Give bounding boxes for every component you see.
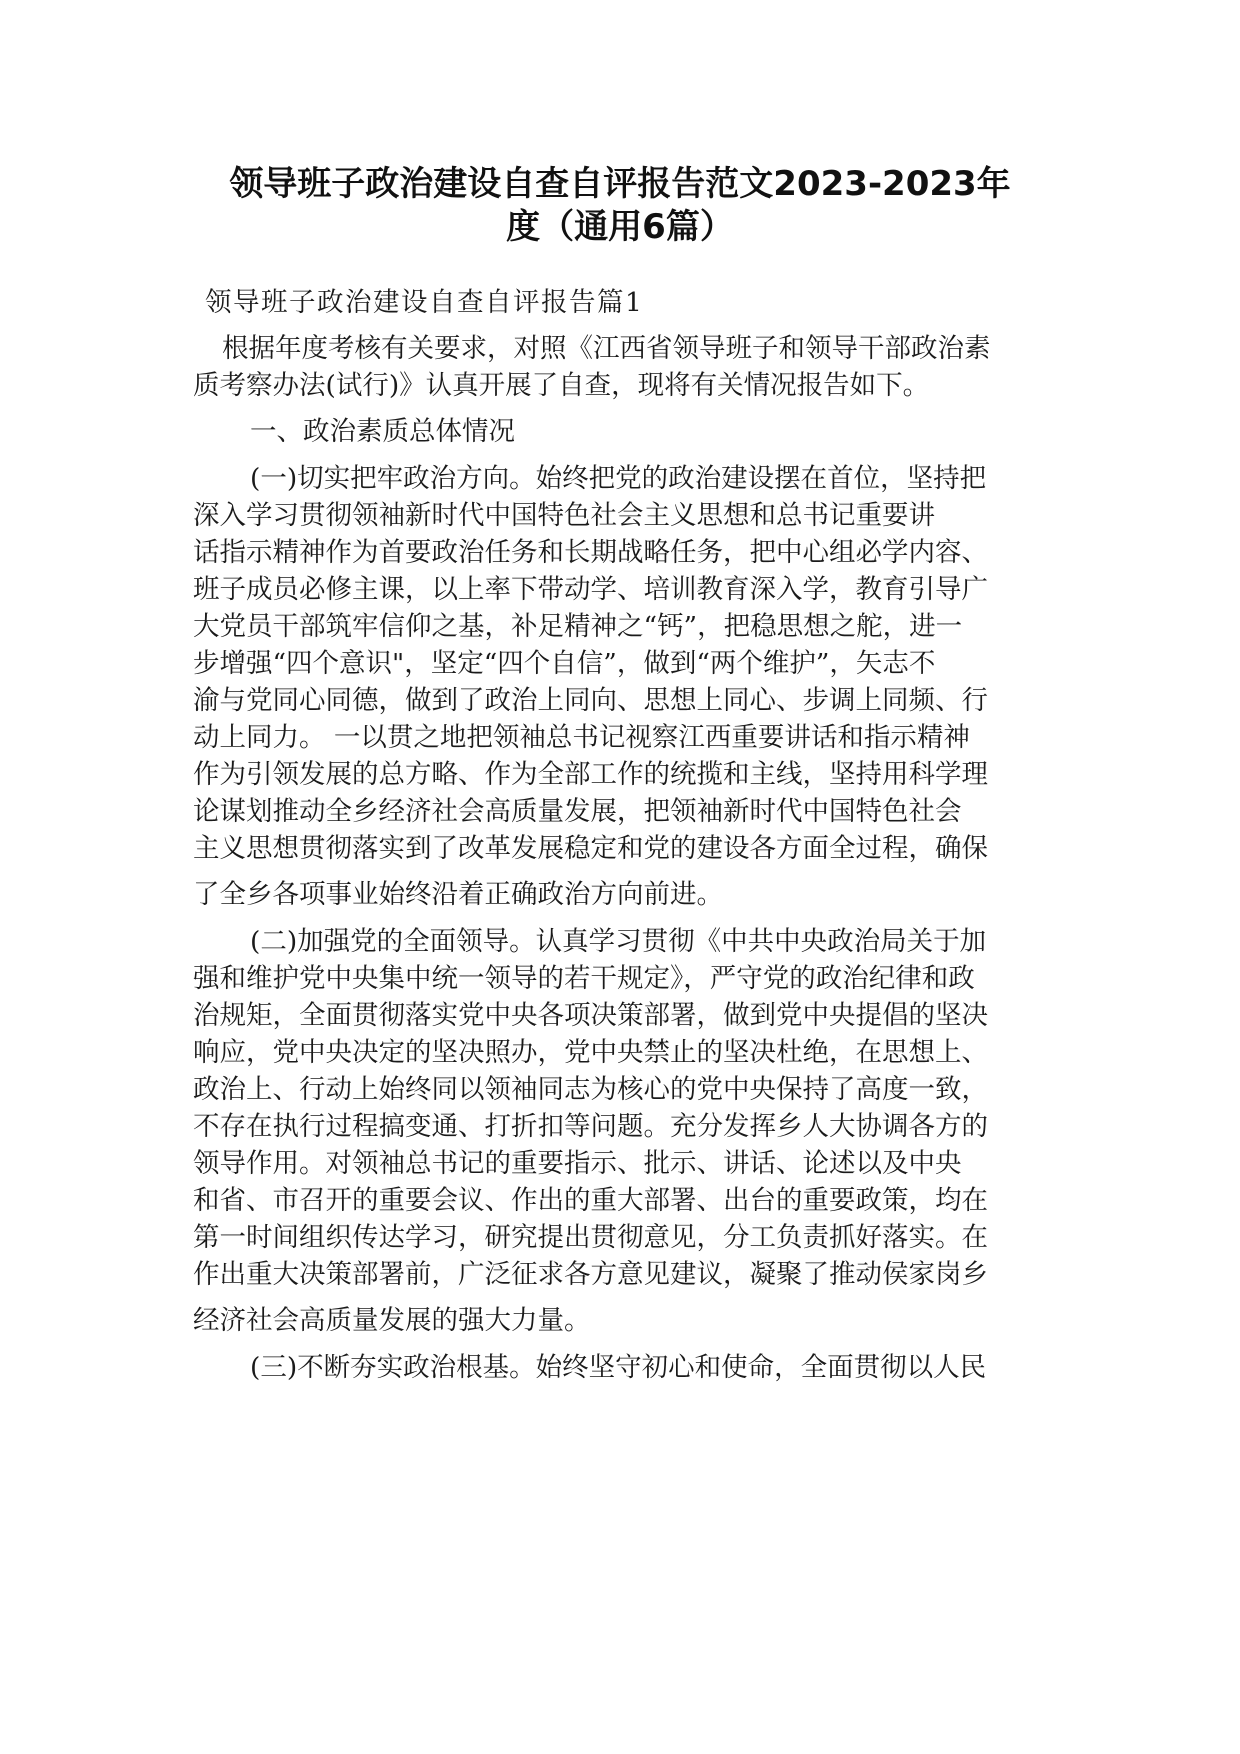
- paragraph-line: 经济社会高质量发展的强大力量。: [193, 1305, 591, 1336]
- paragraph-line: 大党员干部筑牢信仰之基，补足精神之“钙”，把稳思想之舵，进一: [193, 611, 963, 642]
- paragraph-line: 和省、市召开的重要会议、作出的重大部署、出台的重要政策，均在: [193, 1185, 988, 1216]
- paragraph-line: 领导作用。对领袖总书记的重要指示、批示、讲话、论述以及中央: [193, 1148, 962, 1179]
- paragraph-line: 第一时间组织传达学习，研究提出贯彻意见，分工负责抓好落实。在: [193, 1222, 988, 1253]
- paragraph-line: 政治上、行动上始终同以领袖同志为核心的党中央保持了高度一致，: [193, 1074, 988, 1105]
- document-title-line-2: 度（通用6篇）: [506, 207, 734, 247]
- paragraph-line: 主义思想贯彻落实到了改革发展稳定和党的建设各方面全过程，确保: [193, 833, 988, 864]
- paragraph-line: 了全乡各项事业始终沿着正确政治方向前进。: [193, 879, 723, 910]
- paragraph-line: 质考察办法(试行)》认真开展了自查，现将有关情况报告如下。: [193, 370, 930, 401]
- paragraph-line: 作出重大决策部署前，广泛征求各方意见建议，凝聚了推动侯家岗乡: [193, 1259, 988, 1290]
- subsection-heading: 一、政治素质总体情况: [250, 416, 515, 447]
- paragraph-line: (二)加强党的全面领导。认真学习贯彻《中共中央政治局关于加: [250, 926, 987, 957]
- paragraph-line: 渝与党同心同德，做到了政治上同向、思想上同心、步调上同频、行: [193, 685, 988, 716]
- paragraph-line: (三)不断夯实政治根基。始终坚守初心和使命，全面贯彻以人民: [250, 1352, 987, 1383]
- paragraph-line: 响应，党中央决定的坚决照办，党中央禁止的坚决杜绝，在思想上、: [193, 1037, 988, 1068]
- paragraph-line: 治规矩，全面贯彻落实党中央各项决策部署，做到党中央提倡的坚决: [193, 1000, 988, 1031]
- paragraph-line: 论谋划推动全乡经济社会高质量发展，把领袖新时代中国特色社会: [193, 796, 962, 827]
- paragraph-line: 根据年度考核有关要求，对照《江西省领导班子和领导干部政治素: [222, 333, 991, 364]
- paragraph-line: 作为引领发展的总方略、作为全部工作的统揽和主线，坚持用科学理: [193, 759, 988, 790]
- paragraph-line: 动上同力。 一以贯之地把领袖总书记视察江西重要讲话和指示精神: [193, 722, 970, 753]
- paragraph-line: 强和维护党中央集中统一领导的若干规定》，严守党的政治纪律和政: [193, 963, 975, 994]
- document-title-line-1: 领导班子政治建设自查自评报告范文2023-2023年: [229, 164, 1011, 204]
- paragraph-line: 深入学习贯彻领袖新时代中国特色社会主义思想和总书记重要讲: [193, 500, 935, 531]
- paragraph-line: 步增强“四个意识"，坚定“四个自信”，做到“两个维护”，矢志不: [193, 648, 936, 679]
- paragraph-line: 不存在执行过程搞变通、打折扣等问题。充分发挥乡人大协调各方的: [193, 1111, 988, 1142]
- paragraph-line: (一)切实把牢政治方向。始终把党的政治建设摆在首位，坚持把: [250, 463, 987, 494]
- paragraph-line: 话指示精神作为首要政治任务和长期战略任务，把中心组必学内容、: [193, 537, 988, 568]
- section-heading: 领导班子政治建设自查自评报告篇1: [205, 287, 644, 318]
- paragraph-line: 班子成员必修主课，以上率下带动学、培训教育深入学，教育引导广: [193, 574, 988, 605]
